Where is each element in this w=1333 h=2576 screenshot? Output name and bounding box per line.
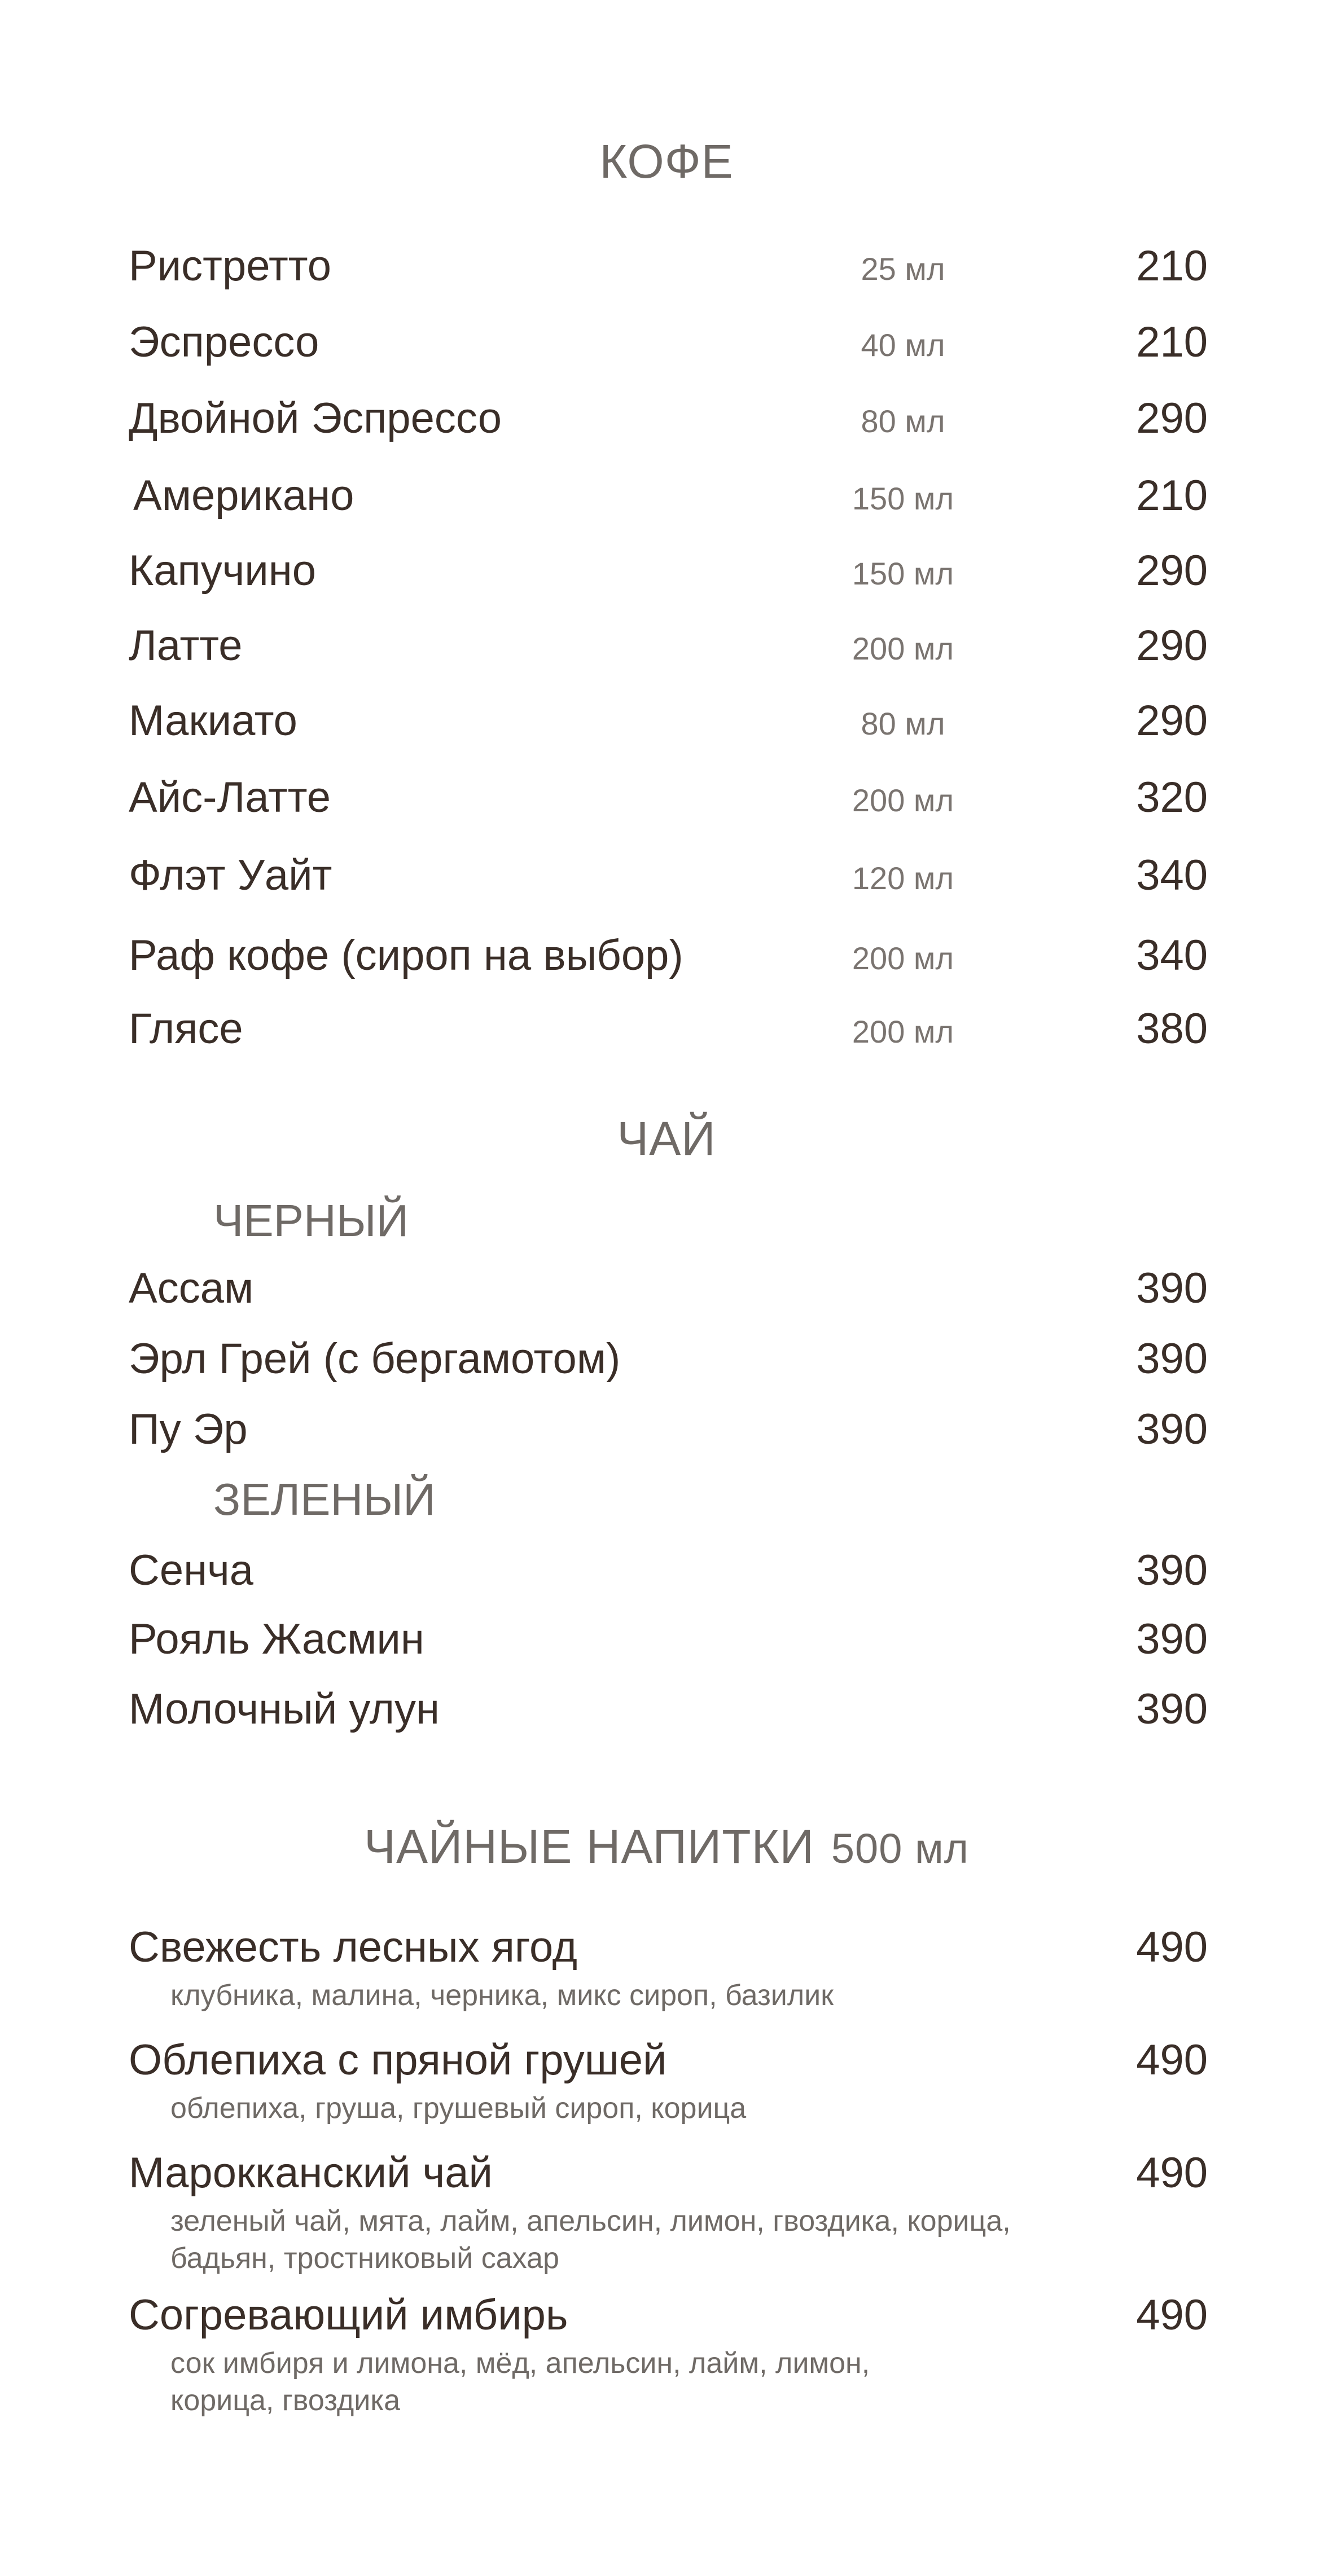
drink-name: Облепиха с пряной грушей <box>129 2036 667 2084</box>
item-name: Макиато <box>129 697 297 745</box>
item-name: Эрл Грей (с бергамотом) <box>129 1335 621 1383</box>
item-price: 390 <box>1136 1685 1208 1733</box>
item-name: Глясе <box>129 1005 243 1053</box>
item-price: 340 <box>1136 931 1208 979</box>
item-price: 290 <box>1136 394 1208 442</box>
item-volume: 150 мл <box>852 481 954 516</box>
item-price: 340 <box>1136 851 1208 899</box>
item-name: Айс-Латте <box>129 773 331 821</box>
item-price: 210 <box>1136 472 1208 520</box>
menu-item <box>0 851 1333 907</box>
item-price: 320 <box>1136 773 1208 821</box>
menu-item <box>0 1405 1333 1461</box>
item-price: 210 <box>1136 242 1208 290</box>
tea-drinks-title: ЧАЙНЫЕ НАПИТКИ <box>364 1820 814 1873</box>
item-volume: 120 мл <box>852 860 954 896</box>
menu-item <box>0 1615 1333 1671</box>
item-volume: 25 мл <box>861 251 945 287</box>
item-volume: 200 мл <box>852 1014 954 1049</box>
item-price: 390 <box>1136 1615 1208 1663</box>
item-name: Ассам <box>129 1264 254 1312</box>
item-name: Эспрессо <box>129 318 319 366</box>
item-price: 380 <box>1136 1005 1208 1053</box>
menu-item <box>0 696 1333 753</box>
item-name: Двойной Эспрессо <box>129 394 502 442</box>
item-name: Ристретто <box>129 242 331 290</box>
item-volume: 80 мл <box>861 706 945 741</box>
menu-item <box>0 1334 1333 1391</box>
menu-item <box>0 1685 1333 1741</box>
tea-drinks-section-title <box>0 1819 1333 1874</box>
item-name: Латте <box>129 622 243 670</box>
item-volume: 200 мл <box>852 940 954 976</box>
item-volume: 200 мл <box>852 783 954 818</box>
menu-item <box>0 471 1333 527</box>
item-price: 210 <box>1136 318 1208 366</box>
coffee-section-title: КОФЕ <box>599 135 734 188</box>
tea-section-title: ЧАЙ <box>617 1112 716 1165</box>
menu-item <box>0 1546 1333 1602</box>
tea-drinks-volume: 500 мл <box>831 1825 969 1872</box>
item-price: 390 <box>1136 1335 1208 1383</box>
item-name: Американо <box>133 472 354 520</box>
item-name: Флэт Уайт <box>129 851 332 899</box>
menu-item <box>0 931 1333 987</box>
menu-item <box>0 241 1333 298</box>
item-name: Сенча <box>129 1546 253 1594</box>
item-volume: 40 мл <box>861 327 945 363</box>
item-volume: 150 мл <box>852 556 954 591</box>
item-volume: 200 мл <box>852 631 954 666</box>
drink-description: сок имбиря и лимона, мёд, апельсин, лайм, лимон, корица, гвоздика <box>170 2347 870 2417</box>
drink-name: Марокканский чай <box>129 2149 493 2197</box>
item-price: 390 <box>1136 1264 1208 1312</box>
item-price: 290 <box>1136 697 1208 745</box>
menu-item <box>0 1004 1333 1061</box>
item-price: 290 <box>1136 547 1208 595</box>
item-price: 390 <box>1136 1405 1208 1453</box>
item-name: Раф кофе (сироп на выбор) <box>129 931 683 979</box>
menu-item <box>0 621 1333 678</box>
drink-price: 490 <box>1136 2291 1208 2339</box>
drink-description: клубника, малина, черника, микс сироп, базилик <box>170 1979 834 2012</box>
menu-item <box>0 1264 1333 1320</box>
drink-price: 490 <box>1136 1923 1208 1971</box>
drink-name: Свежесть лесных ягод <box>129 1923 577 1971</box>
item-volume: 80 мл <box>861 403 945 439</box>
item-name: Рояль Жасмин <box>129 1615 424 1663</box>
item-name: Молочный улун <box>129 1685 440 1733</box>
menu-item <box>0 546 1333 603</box>
menu-item <box>0 394 1333 450</box>
item-name: Капучино <box>129 547 316 595</box>
drink-price: 490 <box>1136 2036 1208 2084</box>
item-price: 290 <box>1136 622 1208 670</box>
drink-name: Согревающий имбирь <box>129 2291 568 2339</box>
menu-item <box>0 773 1333 829</box>
drink-description: зеленый чай, мята, лайм, апельсин, лимон, гвоздика, корица, бадьян, тростниковый сахар <box>170 2205 1011 2275</box>
drink-price: 490 <box>1136 2149 1208 2197</box>
black-tea-heading: ЧЕРНЫЙ <box>213 1195 409 1246</box>
menu-item <box>0 318 1333 374</box>
item-name: Пу Эр <box>129 1405 248 1453</box>
drink-description: облепиха, груша, грушевый сироп, корица <box>170 2092 747 2125</box>
green-tea-heading: ЗЕЛЕНЫЙ <box>213 1474 436 1524</box>
item-price: 390 <box>1136 1546 1208 1594</box>
